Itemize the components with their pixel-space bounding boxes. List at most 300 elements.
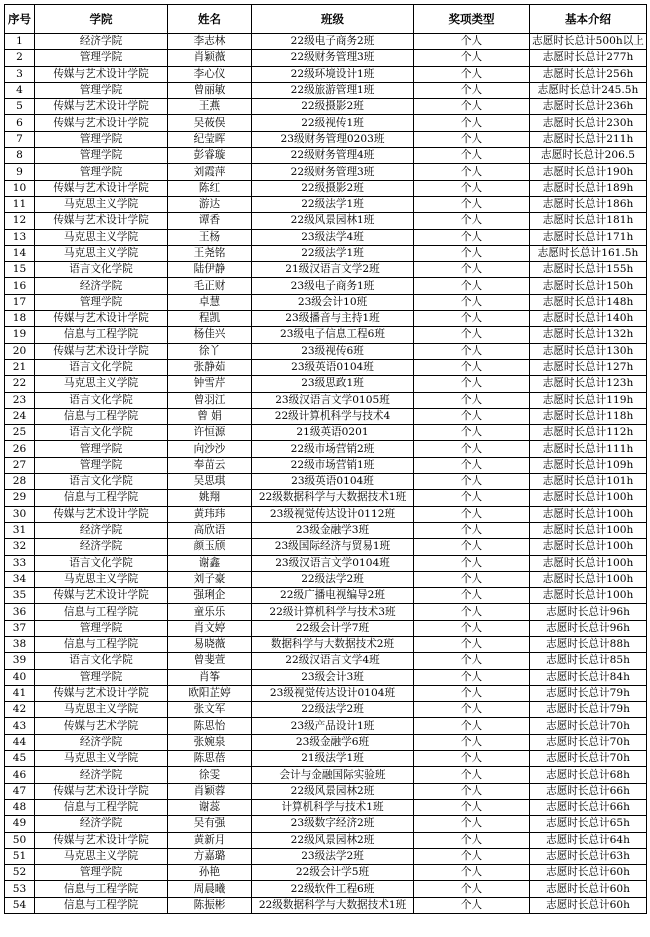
table-row <box>5 262 647 278</box>
cell-index: 2 <box>5 50 35 66</box>
cell-index: 43 <box>5 718 35 734</box>
cell-name: 陈思蓓 <box>168 751 252 767</box>
cell-index: 52 <box>5 865 35 881</box>
cell-award-type: 个人 <box>414 180 530 196</box>
cell-introduction: 志愿时长总计70h <box>530 718 647 734</box>
cell-class: 21级汉语言文学2班 <box>252 262 414 278</box>
cell-college: 信息与工程学院 <box>35 636 168 652</box>
cell-index: 13 <box>5 229 35 245</box>
cell-class: 22级电子商务2班 <box>252 34 414 50</box>
cell-name: 高欣语 <box>168 522 252 538</box>
cell-college: 管理学院 <box>35 620 168 636</box>
cell-name: 谢鑫 <box>168 555 252 571</box>
cell-college: 语言文化学院 <box>35 392 168 408</box>
cell-award-type: 个人 <box>414 653 530 669</box>
cell-class: 23级视觉传达设计0112班 <box>252 506 414 522</box>
cell-introduction: 志愿时长总计256h <box>530 66 647 82</box>
cell-college: 经济学院 <box>35 34 168 50</box>
table-row <box>5 278 647 294</box>
cell-award-type: 个人 <box>414 897 530 913</box>
cell-name: 李志林 <box>168 34 252 50</box>
cell-class: 22级计算机科学与技术4 <box>252 408 414 424</box>
cell-introduction: 志愿时长总计65h <box>530 816 647 832</box>
header-class: 班级 <box>252 5 414 34</box>
cell-award-type: 个人 <box>414 702 530 718</box>
cell-award-type: 个人 <box>414 294 530 310</box>
cell-name: 张文军 <box>168 702 252 718</box>
cell-name: 徐丫 <box>168 343 252 359</box>
cell-college: 管理学院 <box>35 148 168 164</box>
table-row <box>5 82 647 98</box>
cell-award-type: 个人 <box>414 848 530 864</box>
cell-introduction: 志愿时长总计101h <box>530 474 647 490</box>
cell-introduction: 志愿时长总计100h <box>530 522 647 538</box>
cell-award-type: 个人 <box>414 832 530 848</box>
table-row <box>5 767 647 783</box>
cell-class: 数据科学与大数据技术2班 <box>252 636 414 652</box>
cell-class: 21级英语0201 <box>252 425 414 441</box>
cell-award-type: 个人 <box>414 539 530 555</box>
cell-name: 肖文婷 <box>168 620 252 636</box>
cell-award-type: 个人 <box>414 66 530 82</box>
cell-name: 陈振彬 <box>168 897 252 913</box>
cell-class: 22级会计学7班 <box>252 620 414 636</box>
cell-name: 杨佳兴 <box>168 327 252 343</box>
cell-college: 马克思主义学院 <box>35 571 168 587</box>
cell-index: 45 <box>5 751 35 767</box>
cell-college: 语言文化学院 <box>35 474 168 490</box>
cell-name: 欧阳芷婷 <box>168 685 252 701</box>
cell-award-type: 个人 <box>414 34 530 50</box>
cell-introduction: 志愿时长总计140h <box>530 311 647 327</box>
cell-award-type: 个人 <box>414 816 530 832</box>
cell-class: 22级法学2班 <box>252 571 414 587</box>
table-row <box>5 99 647 115</box>
cell-index: 37 <box>5 620 35 636</box>
cell-index: 51 <box>5 848 35 864</box>
cell-index: 24 <box>5 408 35 424</box>
cell-award-type: 个人 <box>414 278 530 294</box>
cell-index: 27 <box>5 457 35 473</box>
cell-college: 经济学院 <box>35 734 168 750</box>
table-row <box>5 783 647 799</box>
cell-name: 曾 娟 <box>168 408 252 424</box>
cell-index: 34 <box>5 571 35 587</box>
cell-index: 18 <box>5 311 35 327</box>
cell-award-type: 个人 <box>414 506 530 522</box>
cell-class: 23级电子信息工程6班 <box>252 327 414 343</box>
cell-college: 信息与工程学院 <box>35 897 168 913</box>
cell-class: 22级市场营销1班 <box>252 457 414 473</box>
cell-award-type: 个人 <box>414 604 530 620</box>
cell-award-type: 个人 <box>414 620 530 636</box>
cell-index: 17 <box>5 294 35 310</box>
cell-class: 22级财务管理3班 <box>252 50 414 66</box>
cell-class: 22级风景园林2班 <box>252 783 414 799</box>
cell-college: 传媒与艺术设计学院 <box>35 66 168 82</box>
cell-introduction: 志愿时长总计100h <box>530 539 647 555</box>
table-row <box>5 702 647 718</box>
table-row <box>5 115 647 131</box>
table-row <box>5 213 647 229</box>
table-row <box>5 620 647 636</box>
cell-award-type: 个人 <box>414 734 530 750</box>
cell-class: 23级金融学6班 <box>252 734 414 750</box>
cell-introduction: 志愿时长总计150h <box>530 278 647 294</box>
cell-name: 许恒源 <box>168 425 252 441</box>
cell-index: 22 <box>5 376 35 392</box>
cell-index: 42 <box>5 702 35 718</box>
cell-class: 22级数据科学与大数据技术1班 <box>252 897 414 913</box>
cell-introduction: 志愿时长总计230h <box>530 115 647 131</box>
cell-introduction: 志愿时长总计79h <box>530 702 647 718</box>
cell-index: 29 <box>5 490 35 506</box>
cell-class: 22级风景园林1班 <box>252 213 414 229</box>
cell-college: 马克思主义学院 <box>35 196 168 212</box>
cell-award-type: 个人 <box>414 229 530 245</box>
cell-introduction: 志愿时长总计189h <box>530 180 647 196</box>
table-row <box>5 164 647 180</box>
cell-introduction: 志愿时长总计109h <box>530 457 647 473</box>
header-index: 序号 <box>5 5 35 34</box>
cell-award-type: 个人 <box>414 213 530 229</box>
cell-college: 语言文化学院 <box>35 555 168 571</box>
cell-name: 童乐乐 <box>168 604 252 620</box>
cell-name: 刘子豪 <box>168 571 252 587</box>
cell-class: 计算机科学与技术1班 <box>252 799 414 815</box>
cell-class: 22级法学1班 <box>252 245 414 261</box>
table-row <box>5 506 647 522</box>
cell-index: 8 <box>5 148 35 164</box>
cell-class: 23级数字经济2班 <box>252 816 414 832</box>
table-row <box>5 327 647 343</box>
cell-name: 肖颖薇 <box>168 50 252 66</box>
table-row <box>5 229 647 245</box>
table-header <box>5 5 647 34</box>
cell-award-type: 个人 <box>414 115 530 131</box>
table-row <box>5 539 647 555</box>
cell-index: 9 <box>5 164 35 180</box>
cell-class: 23级视传6班 <box>252 343 414 359</box>
cell-class: 23级视觉传达设计0104班 <box>252 685 414 701</box>
cell-name: 王杨 <box>168 229 252 245</box>
cell-introduction: 志愿时长总计277h <box>530 50 647 66</box>
cell-name: 卓慧 <box>168 294 252 310</box>
cell-introduction: 志愿时长总计100h <box>530 506 647 522</box>
cell-award-type: 个人 <box>414 408 530 424</box>
cell-class: 22级环境设计1班 <box>252 66 414 82</box>
table-row <box>5 718 647 734</box>
cell-index: 6 <box>5 115 35 131</box>
cell-name: 姚翔 <box>168 490 252 506</box>
table-row <box>5 848 647 864</box>
cell-college: 信息与工程学院 <box>35 604 168 620</box>
cell-introduction: 志愿时长总计60h <box>530 881 647 897</box>
cell-class: 23级汉语言文学0104班 <box>252 555 414 571</box>
cell-class: 22级会计学5班 <box>252 865 414 881</box>
cell-award-type: 个人 <box>414 669 530 685</box>
cell-name: 徐雯 <box>168 767 252 783</box>
cell-award-type: 个人 <box>414 588 530 604</box>
cell-index: 44 <box>5 734 35 750</box>
cell-name: 奉苗云 <box>168 457 252 473</box>
cell-college: 经济学院 <box>35 522 168 538</box>
cell-award-type: 个人 <box>414 262 530 278</box>
cell-college: 信息与工程学院 <box>35 881 168 897</box>
cell-award-type: 个人 <box>414 131 530 147</box>
cell-introduction: 志愿时长总计85h <box>530 653 647 669</box>
cell-index: 49 <box>5 816 35 832</box>
cell-index: 3 <box>5 66 35 82</box>
cell-award-type: 个人 <box>414 555 530 571</box>
cell-college: 马克思主义学院 <box>35 229 168 245</box>
cell-class: 23级播音与主持1班 <box>252 311 414 327</box>
cell-index: 23 <box>5 392 35 408</box>
cell-introduction: 志愿时长总计96h <box>530 620 647 636</box>
cell-college: 传媒与艺术设计学院 <box>35 506 168 522</box>
cell-introduction: 志愿时长总计500h以上 <box>530 34 647 50</box>
table-row <box>5 66 647 82</box>
cell-index: 32 <box>5 539 35 555</box>
table-row <box>5 636 647 652</box>
table-row <box>5 751 647 767</box>
cell-class: 23级产品设计1班 <box>252 718 414 734</box>
cell-class: 22级数据科学与大数据技术1班 <box>252 490 414 506</box>
cell-award-type: 个人 <box>414 718 530 734</box>
table-row <box>5 457 647 473</box>
table-row <box>5 425 647 441</box>
cell-name: 孙艳 <box>168 865 252 881</box>
cell-award-type: 个人 <box>414 148 530 164</box>
table-row <box>5 865 647 881</box>
table-row <box>5 131 647 147</box>
cell-name: 游达 <box>168 196 252 212</box>
cell-college: 经济学院 <box>35 539 168 555</box>
cell-college: 传媒与艺术设计学院 <box>35 180 168 196</box>
cell-introduction: 志愿时长总计118h <box>530 408 647 424</box>
cell-class: 22级法学1班 <box>252 196 414 212</box>
cell-name: 吴莜俣 <box>168 115 252 131</box>
table-row <box>5 441 647 457</box>
cell-name: 黄新月 <box>168 832 252 848</box>
table-row <box>5 294 647 310</box>
cell-introduction: 志愿时长总计66h <box>530 783 647 799</box>
cell-index: 20 <box>5 343 35 359</box>
table-row <box>5 148 647 164</box>
table-row <box>5 669 647 685</box>
cell-introduction: 志愿时长总计119h <box>530 392 647 408</box>
cell-introduction: 志愿时长总计60h <box>530 865 647 881</box>
table-row <box>5 474 647 490</box>
cell-college: 马克思主义学院 <box>35 245 168 261</box>
cell-index: 4 <box>5 82 35 98</box>
cell-college: 管理学院 <box>35 457 168 473</box>
cell-college: 经济学院 <box>35 278 168 294</box>
cell-award-type: 个人 <box>414 196 530 212</box>
cell-name: 刘霞萍 <box>168 164 252 180</box>
cell-introduction: 志愿时长总计66h <box>530 799 647 815</box>
cell-college: 马克思主义学院 <box>35 702 168 718</box>
cell-college: 语言文化学院 <box>35 262 168 278</box>
cell-award-type: 个人 <box>414 164 530 180</box>
cell-college: 马克思主义学院 <box>35 848 168 864</box>
cell-award-type: 个人 <box>414 441 530 457</box>
cell-name: 毛正财 <box>168 278 252 294</box>
cell-index: 35 <box>5 588 35 604</box>
cell-college: 管理学院 <box>35 82 168 98</box>
cell-college: 传媒与艺术设计学院 <box>35 343 168 359</box>
cell-award-type: 个人 <box>414 425 530 441</box>
cell-college: 传媒与艺术设计学院 <box>35 588 168 604</box>
cell-college: 信息与工程学院 <box>35 799 168 815</box>
table-row <box>5 245 647 261</box>
cell-college: 语言文化学院 <box>35 359 168 375</box>
cell-introduction: 志愿时长总计127h <box>530 359 647 375</box>
cell-award-type: 个人 <box>414 490 530 506</box>
cell-index: 7 <box>5 131 35 147</box>
cell-name: 张静茹 <box>168 359 252 375</box>
cell-introduction: 志愿时长总计206.5 <box>530 148 647 164</box>
cell-index: 28 <box>5 474 35 490</box>
cell-award-type: 个人 <box>414 751 530 767</box>
cell-award-type: 个人 <box>414 865 530 881</box>
cell-index: 19 <box>5 327 35 343</box>
cell-class: 23级会计3班 <box>252 669 414 685</box>
cell-index: 53 <box>5 881 35 897</box>
cell-index: 40 <box>5 669 35 685</box>
cell-name: 陈思怡 <box>168 718 252 734</box>
cell-award-type: 个人 <box>414 359 530 375</box>
cell-college: 管理学院 <box>35 164 168 180</box>
cell-class: 22级视传1班 <box>252 115 414 131</box>
cell-index: 16 <box>5 278 35 294</box>
cell-class: 22级软件工程6班 <box>252 881 414 897</box>
cell-class: 22级摄影2班 <box>252 99 414 115</box>
cell-name: 陆伊静 <box>168 262 252 278</box>
cell-introduction: 志愿时长总计123h <box>530 376 647 392</box>
cell-index: 36 <box>5 604 35 620</box>
table-row <box>5 555 647 571</box>
cell-college: 传媒与艺术设计学院 <box>35 783 168 799</box>
cell-introduction: 志愿时长总计68h <box>530 767 647 783</box>
cell-introduction: 志愿时长总计148h <box>530 294 647 310</box>
cell-name: 纪莹晖 <box>168 131 252 147</box>
cell-index: 48 <box>5 799 35 815</box>
cell-introduction: 志愿时长总计100h <box>530 571 647 587</box>
cell-award-type: 个人 <box>414 245 530 261</box>
cell-name: 向沙沙 <box>168 441 252 457</box>
cell-college: 传媒与艺术设计学院 <box>35 99 168 115</box>
table-row <box>5 311 647 327</box>
cell-index: 12 <box>5 213 35 229</box>
cell-introduction: 志愿时长总计70h <box>530 751 647 767</box>
cell-class: 23级法学4班 <box>252 229 414 245</box>
cell-name: 吴有强 <box>168 816 252 832</box>
cell-class: 23级英语0104班 <box>252 474 414 490</box>
table-body <box>5 34 647 914</box>
cell-college: 马克思主义学院 <box>35 751 168 767</box>
table-row <box>5 180 647 196</box>
table-row <box>5 881 647 897</box>
cell-class: 23级英语0104班 <box>252 359 414 375</box>
cell-name: 周晨曦 <box>168 881 252 897</box>
cell-award-type: 个人 <box>414 571 530 587</box>
table-row <box>5 799 647 815</box>
cell-class: 22级汉语言文学4班 <box>252 653 414 669</box>
cell-introduction: 志愿时长总计70h <box>530 734 647 750</box>
cell-college: 信息与工程学院 <box>35 490 168 506</box>
cell-index: 5 <box>5 99 35 115</box>
cell-name: 钟雪芹 <box>168 376 252 392</box>
cell-introduction: 志愿时长总计161.5h <box>530 245 647 261</box>
cell-name: 程凯 <box>168 311 252 327</box>
cell-class: 22级市场营销2班 <box>252 441 414 457</box>
cell-name: 谭香 <box>168 213 252 229</box>
cell-index: 50 <box>5 832 35 848</box>
cell-introduction: 志愿时长总计130h <box>530 343 647 359</box>
table-row <box>5 359 647 375</box>
cell-college: 马克思主义学院 <box>35 376 168 392</box>
cell-class: 22级风景园林2班 <box>252 832 414 848</box>
header-name: 姓名 <box>168 5 252 34</box>
cell-introduction: 志愿时长总计84h <box>530 669 647 685</box>
cell-introduction: 志愿时长总计64h <box>530 832 647 848</box>
cell-class: 23级会计10班 <box>252 294 414 310</box>
cell-name: 强琍企 <box>168 588 252 604</box>
cell-name: 吴思琪 <box>168 474 252 490</box>
cell-class: 22级计算机科学与技术3班 <box>252 604 414 620</box>
cell-introduction: 志愿时长总计155h <box>530 262 647 278</box>
cell-college: 传媒与艺术设计学院 <box>35 311 168 327</box>
cell-index: 25 <box>5 425 35 441</box>
cell-college: 传媒与艺术设计学院 <box>35 832 168 848</box>
table-row <box>5 408 647 424</box>
table-row <box>5 832 647 848</box>
cell-college: 管理学院 <box>35 865 168 881</box>
cell-award-type: 个人 <box>414 767 530 783</box>
header-introduction: 基本介绍 <box>530 5 647 34</box>
cell-name: 谢蕊 <box>168 799 252 815</box>
cell-award-type: 个人 <box>414 783 530 799</box>
cell-introduction: 志愿时长总计111h <box>530 441 647 457</box>
cell-class: 22级财务管理3班 <box>252 164 414 180</box>
cell-college: 传媒与艺术学院 <box>35 718 168 734</box>
cell-class: 23级汉语言文学0105班 <box>252 392 414 408</box>
cell-introduction: 志愿时长总计96h <box>530 604 647 620</box>
header-award-type: 奖项类型 <box>414 5 530 34</box>
cell-index: 10 <box>5 180 35 196</box>
table-row <box>5 897 647 913</box>
cell-class: 23级金融学3班 <box>252 522 414 538</box>
cell-class: 23级财务管理0203班 <box>252 131 414 147</box>
cell-introduction: 志愿时长总计60h <box>530 897 647 913</box>
cell-college: 语言文化学院 <box>35 653 168 669</box>
cell-introduction: 志愿时长总计171h <box>530 229 647 245</box>
cell-introduction: 志愿时长总计100h <box>530 490 647 506</box>
table-row <box>5 653 647 669</box>
cell-name: 黄玮玮 <box>168 506 252 522</box>
table-row <box>5 571 647 587</box>
table-row <box>5 604 647 620</box>
cell-index: 54 <box>5 897 35 913</box>
cell-college: 传媒与艺术设计学院 <box>35 685 168 701</box>
table-row <box>5 588 647 604</box>
cell-award-type: 个人 <box>414 343 530 359</box>
table-row <box>5 343 647 359</box>
cell-index: 46 <box>5 767 35 783</box>
table-row <box>5 196 647 212</box>
cell-index: 26 <box>5 441 35 457</box>
